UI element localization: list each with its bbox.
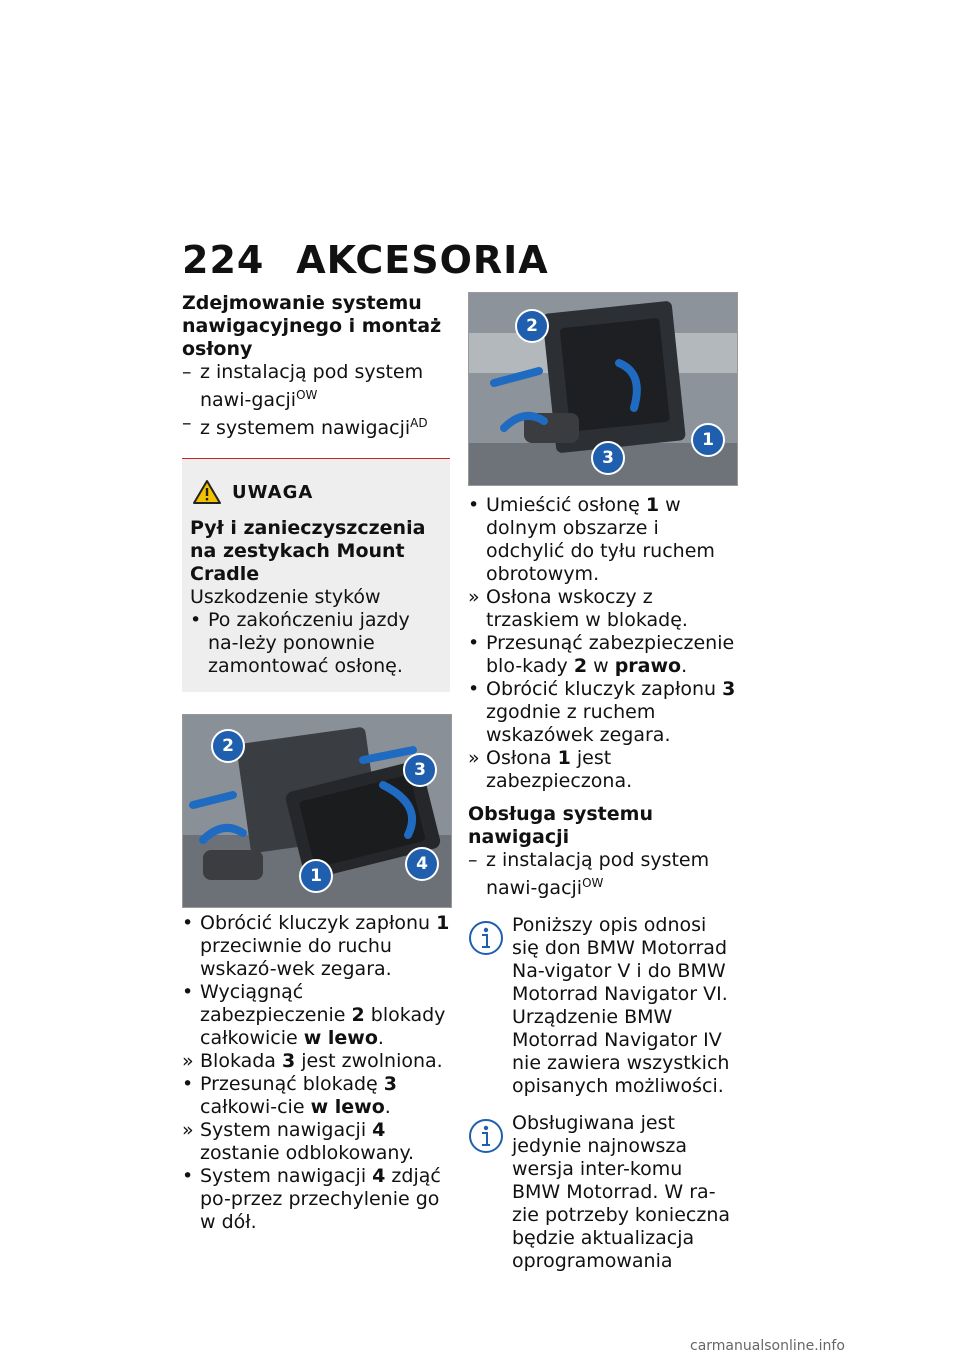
result-item	[468, 747, 736, 793]
step-text: blokady całkowicie	[200, 1004, 446, 1049]
step-marker: •	[182, 912, 194, 934]
warning-heading: Pył i zanieczyszczenia na zestykach Mount Cradle	[190, 517, 426, 585]
step-ref-number: 2	[573, 655, 588, 677]
page-header	[182, 238, 549, 282]
info-text: Obsługiwana jest jedynie najnowsza wersja inter-komu BMW Motorrad. W ra-zie potrzeby konieczna będzie aktualizacja oprogramowania	[512, 1112, 730, 1272]
step-text: Obrócić kluczyk zapłonu	[486, 678, 723, 700]
info-text: Poniższy opis odnosi się don BMW Motorrad Na-vigator V i do BMW Motorrad Navigator VI. Urządzenie BMW Motorrad Navigator IV nie zawiera wszystkich opisanych możliwości.	[512, 914, 730, 1097]
condition-item	[182, 361, 450, 412]
warning-box	[182, 458, 450, 692]
condition-code: OW	[296, 388, 318, 402]
step-text: Przesunąć blokadę	[200, 1073, 384, 1095]
step-emphasis: w lewo	[303, 1027, 378, 1049]
result-marker: »	[182, 1050, 194, 1072]
step-marker: •	[468, 632, 480, 654]
info-icon	[468, 1118, 504, 1154]
step-text: Osłona	[486, 747, 558, 769]
step-text: Obrócić kluczyk zapłonu	[200, 912, 437, 934]
step-text: System nawigacji	[200, 1119, 373, 1141]
condition-item	[182, 412, 450, 440]
step-emphasis: prawo	[614, 655, 682, 677]
step-text: zgodnie z ruchem wskazówek zegara.	[486, 701, 671, 746]
dash-marker: –	[182, 361, 192, 383]
bullet-marker: •	[190, 609, 202, 631]
left-column	[182, 292, 450, 1234]
step-ref-number: 4	[372, 1165, 386, 1187]
warning-label	[190, 479, 440, 505]
step-text: w	[587, 655, 615, 677]
chapter-title: AKCESORIA	[296, 238, 549, 282]
callout-1: 1	[299, 859, 333, 893]
step-item	[468, 632, 736, 678]
callout-4: 4	[405, 847, 439, 881]
step-text: Umieścić osłonę	[486, 494, 646, 516]
result-item	[182, 1050, 450, 1073]
condition-code: AD	[410, 416, 428, 430]
step-marker: •	[468, 678, 480, 700]
step-item	[468, 678, 736, 747]
step-item	[182, 981, 450, 1050]
step-text: Blokada	[200, 1050, 282, 1072]
warning-label-text: UWAGA	[232, 481, 314, 503]
warning-consequence: Uszkodzenie styków	[190, 586, 381, 608]
step-ref-number: 4	[372, 1119, 386, 1141]
step-item	[182, 1165, 450, 1234]
step-ref-number: 3	[722, 678, 736, 700]
step-item	[182, 1073, 450, 1119]
callout-3: 3	[403, 753, 437, 787]
step-text: całkowi-cie	[200, 1096, 311, 1118]
step-text: .	[384, 1096, 391, 1118]
step-text: zdjąć po-przez przechylenie go w dół.	[200, 1165, 441, 1233]
step-ref-number: 3	[282, 1050, 296, 1072]
step-ref-number: 1	[645, 494, 660, 516]
step-marker: •	[182, 1073, 194, 1095]
step-text: Wyciągnąć zabezpieczenie	[200, 981, 352, 1026]
callout-1: 1	[691, 423, 725, 457]
step-text: zostanie odblokowany.	[200, 1142, 415, 1164]
right-column	[468, 292, 736, 1273]
condition-item	[468, 849, 736, 900]
step-marker: •	[182, 1165, 194, 1187]
dash-marker: –	[182, 412, 192, 434]
warning-triangle-icon	[192, 479, 222, 505]
removal-photo	[182, 714, 452, 908]
step-ref-number: 3	[383, 1073, 398, 1095]
condition-text: z systemem nawigacji	[200, 417, 411, 439]
step-item	[182, 912, 450, 981]
info-note	[468, 914, 736, 1098]
step-text: jest zwolniona.	[295, 1050, 443, 1072]
step-item	[468, 494, 736, 586]
result-marker: »	[468, 747, 480, 769]
step-ref-number: 1	[557, 747, 571, 769]
step-emphasis: w lewo	[310, 1096, 385, 1118]
callout-2: 2	[211, 729, 245, 763]
section-title: Obsługa systemu nawigacji	[468, 803, 653, 848]
condition-text: z instalacją pod system nawi-gacji	[486, 849, 710, 899]
result-marker: »	[468, 586, 480, 608]
step-marker: •	[182, 981, 194, 1003]
step-text: Osłona wskoczy z trzaskiem w blokadę.	[486, 586, 688, 631]
callout-2: 2	[515, 309, 549, 343]
step-ref-number: 2	[351, 1004, 365, 1026]
result-marker: »	[182, 1119, 194, 1141]
dash-marker: –	[468, 849, 478, 871]
mounting-photo	[468, 292, 738, 486]
condition-text: z instalacją pod system nawi-gacji	[200, 361, 424, 411]
step-text: .	[681, 655, 688, 677]
step-text: Przesunąć zabezpieczenie blo-kady	[486, 632, 735, 677]
result-item	[182, 1119, 450, 1165]
step-marker: •	[468, 494, 480, 516]
watermark-url: carmanualsonline.info	[690, 1338, 845, 1354]
page-number: 224	[182, 238, 265, 282]
step-text: System nawigacji	[200, 1165, 373, 1187]
step-text: przeciwnie do ruchu wskazó-wek zegara.	[200, 935, 392, 980]
info-note	[468, 1112, 736, 1273]
section-title: Zdejmowanie systemu nawigacyjnego i montaż osłony	[182, 292, 442, 360]
step-text: .	[377, 1027, 384, 1049]
step-text: w dolnym obszarze i odchylić do tyłu ruchem obrotowym.	[486, 494, 715, 585]
condition-code: OW	[582, 876, 604, 890]
info-icon	[468, 920, 504, 956]
callout-3: 3	[591, 441, 625, 475]
step-ref-number: 1	[436, 912, 450, 934]
warning-action	[190, 609, 440, 678]
warning-action-text: Po zakończeniu jazdy na-leży ponownie zamontować osłonę.	[208, 609, 410, 677]
step-text: jest zabezpieczona.	[486, 747, 633, 792]
result-item	[468, 586, 736, 632]
